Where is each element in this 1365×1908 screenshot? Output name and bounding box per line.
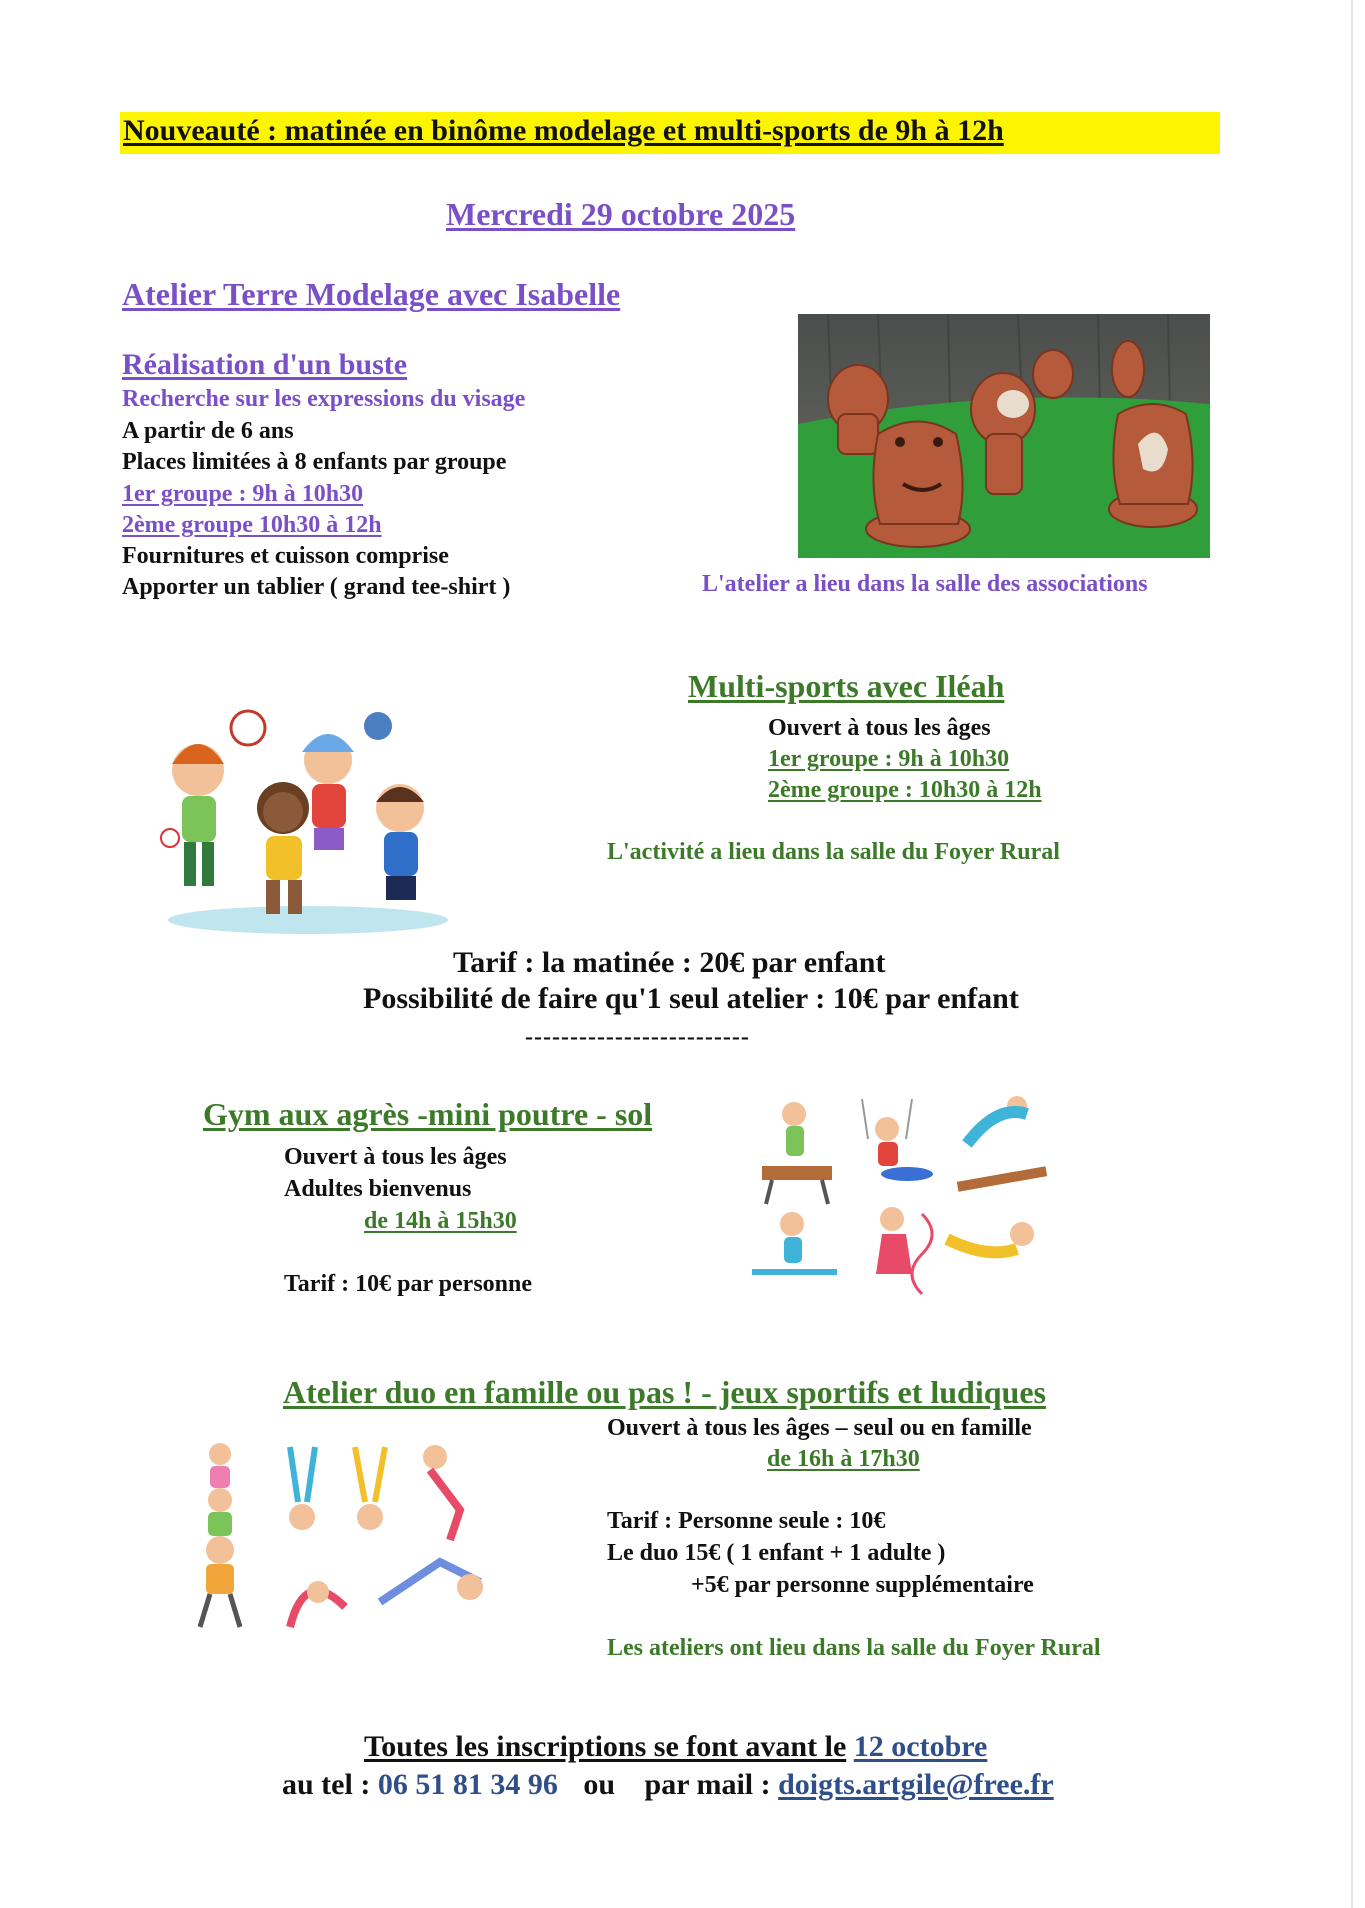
atelier-terre-line: Fournitures et cuisson comprise	[122, 543, 449, 569]
duo-location: Les ateliers ont lieu dans la salle du Foyer Rural	[607, 1635, 1101, 1661]
separator: -------------------------	[525, 1024, 750, 1050]
atelier-terre-location: L'atelier a lieu dans la salle des associations	[702, 571, 1148, 597]
multisports-group-2: 2ème groupe : 10h30 à 12h	[768, 777, 1042, 803]
atelier-terre-subtitle: Réalisation d'un buste	[122, 348, 408, 381]
gym-hours: de 14h à 15h30	[364, 1208, 517, 1234]
atelier-terre-title: Atelier Terre Modelage avec Isabelle	[122, 276, 621, 312]
multisports-group-1: 1er groupe : 9h à 10h30	[768, 746, 1010, 772]
atelier-terre-group-2: 2ème groupe 10h30 à 12h	[122, 512, 382, 538]
kids-sports-illustration	[158, 708, 448, 938]
footer-inscriptions-text: Toutes les inscriptions se font avant le	[364, 1730, 847, 1763]
event-date: Mercredi 29 octobre 2025	[446, 196, 796, 232]
atelier-terre-group-1: 1er groupe : 9h à 10h30	[122, 481, 364, 507]
gym-line: Ouvert à tous les âges	[284, 1144, 507, 1170]
duo-tarif-line: Tarif : Personne seule : 10€	[607, 1508, 886, 1534]
gymnastics-illustration	[742, 1094, 1058, 1304]
duo-line: Ouvert à tous les âges – seul ou en famille	[607, 1415, 1032, 1441]
clay-busts-photo	[798, 314, 1210, 558]
duo-title: Atelier duo en famille ou pas ! - jeux sportifs et ludiques	[283, 1374, 1046, 1410]
multisports-location: L'activité a lieu dans la salle du Foyer Rural	[607, 839, 1060, 865]
mail-label: par mail :	[644, 1768, 771, 1801]
atelier-terre-line: Recherche sur les expressions du visage	[122, 386, 526, 412]
phone-number[interactable]: 06 51 81 34 96	[377, 1768, 558, 1801]
tarif-matinee-line-1: Tarif : la matinée : 20€ par enfant	[453, 946, 886, 979]
tel-label: au tel :	[282, 1768, 371, 1801]
duo-tarif-line: +5€ par personne supplémentaire	[691, 1572, 1034, 1598]
multisports-title: Multi-sports avec Iléah	[688, 668, 1005, 704]
footer-line-2	[282, 1768, 1054, 1802]
atelier-terre-line: Places limitées à 8 enfants par groupe	[122, 449, 507, 475]
page-edge-line	[1351, 0, 1353, 1908]
tarif-matinee-line-2: Possibilité de faire qu'1 seul atelier : 10€ par enfant	[363, 982, 1019, 1015]
gym-title: Gym aux agrès -mini poutre - sol	[203, 1096, 653, 1132]
footer-line-1	[364, 1730, 987, 1764]
multisports-line: Ouvert à tous les âges	[768, 715, 991, 741]
atelier-terre-line: A partir de 6 ans	[122, 418, 294, 444]
duo-tarif-line: Le duo 15€ ( 1 enfant + 1 adulte )	[607, 1540, 946, 1566]
acrobatics-illustration	[180, 1442, 500, 1632]
gym-line: Adultes bienvenus	[284, 1176, 472, 1202]
banner-text: Nouveauté : matinée en binôme modelage et multi-sports de 9h à 12h	[123, 114, 1004, 147]
atelier-terre-line: Apporter un tablier ( grand tee-shirt )	[122, 574, 511, 600]
footer-deadline: 12 octobre	[853, 1730, 988, 1763]
duo-hours: de 16h à 17h30	[767, 1446, 920, 1472]
gym-tarif: Tarif : 10€ par personne	[284, 1271, 533, 1297]
email-link[interactable]: doigts.artgile@free.fr	[778, 1768, 1054, 1801]
or-text: ou	[583, 1768, 616, 1801]
